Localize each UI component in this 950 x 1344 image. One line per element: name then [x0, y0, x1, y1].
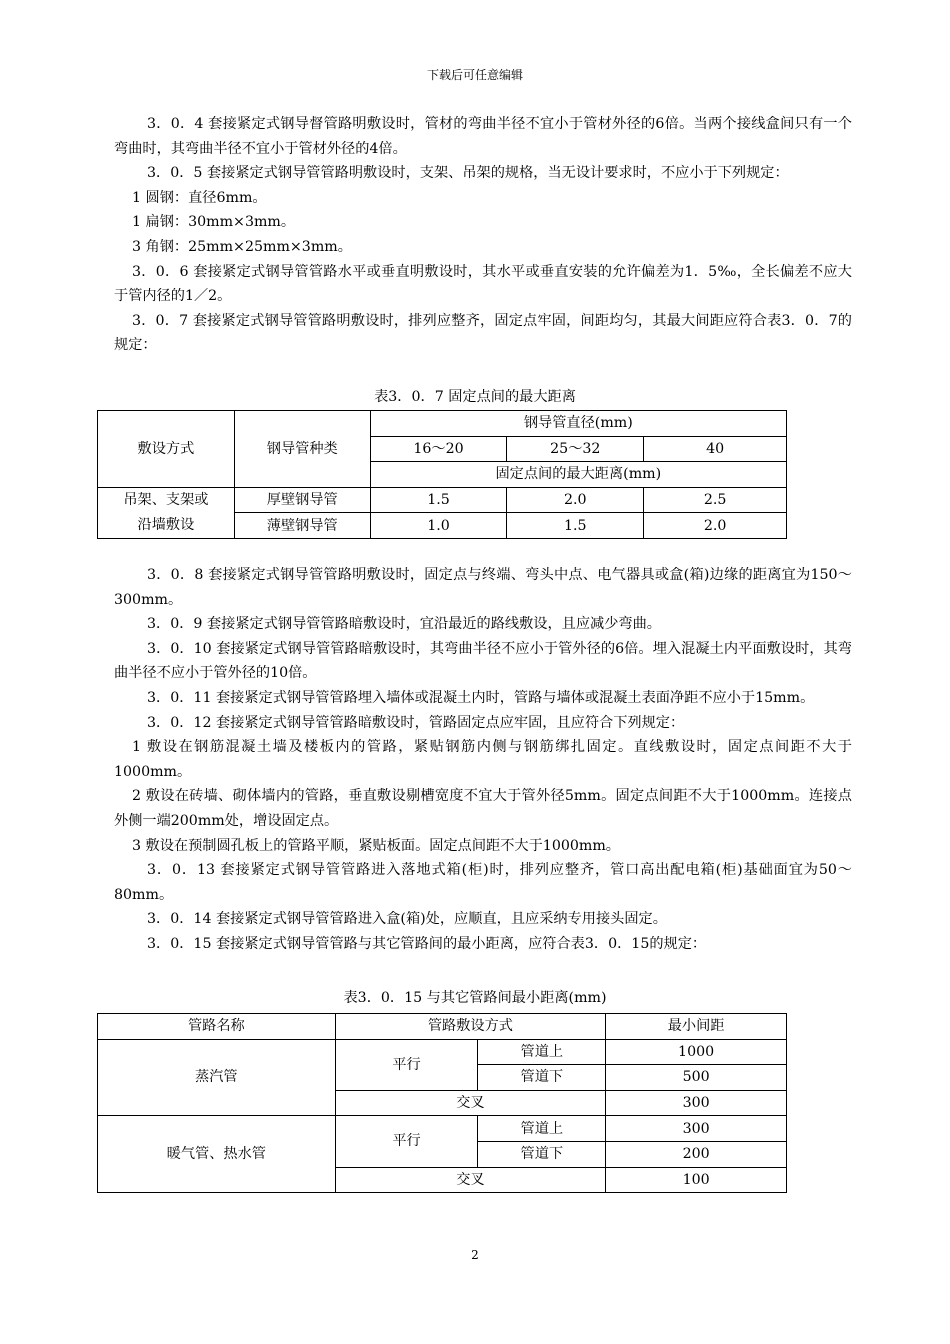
- table2-caption: 表3．0．15 与其它管路间最小距离(mm): [343, 990, 607, 1006]
- table-cell: 1.0: [370, 513, 507, 539]
- para-3-0-6: 3．0．6 套接紧定式钢导管管路水平或垂直明敷设时，其水平或垂直安装的允许偏差为1．5‰，全长偏差不应大于管内径的1／2。: [114, 263, 852, 305]
- table1-caption: 表3．0．7 固定点间的最大距离: [374, 389, 576, 405]
- table-cell: 300: [606, 1090, 787, 1116]
- table-header-cell: 固定点间的最大距离(mm): [370, 462, 786, 488]
- list-item: 1 扁钢：30mm×3mm。: [132, 214, 296, 231]
- list-item: 3 角钢：25mm×25mm×3mm。: [132, 238, 352, 255]
- page-header: 下载后可任意编辑: [426, 68, 523, 82]
- table-cell: 交叉: [335, 1167, 606, 1193]
- table-cell: 厚壁钢导管: [234, 487, 370, 513]
- table-header-cell: 钢导管直径(mm): [370, 411, 786, 437]
- table-cell: 平行: [335, 1039, 478, 1090]
- page-number: 2: [471, 1248, 479, 1262]
- table-header-cell: 最小间距: [606, 1014, 787, 1040]
- para-3-0-11: 3．0．11 套接紧定式钢导管管路埋入墙体或混凝土内时，管路与墙体或混凝土表面净距不应小于15mm。: [147, 689, 815, 706]
- para-3-0-13: 3．0．13 套接紧定式钢导管管路进入落地式箱(柜)时，排列应整齐，管口高出配电箱(柜)基础面宜为50～80mm。: [114, 862, 852, 903]
- para-3-0-10: 3．0．10 套接紧定式钢导管管路暗敷设时，其弯曲半径不应小于管外径的6倍。埋入混凝土内平面敷设时，其弯曲半径不应小于管外径的10倍。: [114, 640, 852, 682]
- table-header-cell: 25～32: [507, 436, 644, 462]
- table-cell: 蒸汽管: [98, 1039, 336, 1116]
- table-cell: 吊架、支架或沿墙敷设: [98, 487, 235, 538]
- list-item: 3 敷设在预制圆孔板上的管路平顺，紧贴板面。固定点间距不大于1000mm。: [132, 837, 620, 854]
- table-cell: 管道上: [478, 1116, 606, 1142]
- table-row: [98, 487, 787, 513]
- para-3-0-12: 3．0．12 套接紧定式钢导管管路暗敷设时，管路固定点应牢固，且应符合下列规定：: [147, 714, 685, 731]
- table-cell: 500: [606, 1065, 787, 1091]
- list-item: 2 敷设在砖墙、砌体墙内的管路，垂直敷设剔槽宽度不宜大于管外径5mm。固定点间距不大于1000mm。连接点外侧一端200mm处，增设固定点。: [114, 788, 852, 829]
- section-upper: [114, 112, 852, 358]
- para-3-0-15: 3．0．15 套接紧定式钢导管管路与其它管路间的最小距离，应符合表3．0．15的规定：: [147, 935, 707, 952]
- para-3-0-4: 3．0．4 套接紧定式钢导督管路明敷设时，管材的弯曲半径不宜小于管材外径的6倍。当两个接线盒间只有一个弯曲时，其弯曲半径不宜小于管材外径的4倍。: [114, 116, 852, 157]
- table-cell: 2.0: [507, 487, 644, 513]
- table-header-cell: 40: [644, 436, 787, 462]
- table-row: [98, 1116, 787, 1142]
- list-item: 1 圆钢：直径6mm。: [132, 189, 267, 206]
- table-row: [98, 1039, 787, 1065]
- table-cell: 管道下: [478, 1065, 606, 1091]
- para-3-0-8: 3．0．8 套接紧定式钢导管管路明敷设时，固定点与终端、弯头中点、电气器具或盒(箱)边缘的距离宜为150～300mm。: [114, 567, 852, 608]
- table-max-distance: [97, 410, 787, 539]
- table-cell: 管道下: [478, 1141, 606, 1167]
- table-cell: 300: [606, 1116, 787, 1142]
- table-header-cell: 管路敷设方式: [335, 1014, 606, 1040]
- table-header-cell: 敷设方式: [98, 411, 235, 488]
- section-lower: [114, 563, 852, 957]
- table-cell: 1.5: [370, 487, 507, 513]
- table-header-cell: 管路名称: [98, 1014, 336, 1040]
- para-3-0-9: 3．0．9 套接紧定式钢导管管路暗敷设时，宜沿最近的路线敷设，且应减少弯曲。: [147, 616, 661, 633]
- table-cell: 管道上: [478, 1039, 606, 1065]
- table-cell: 2.5: [644, 487, 787, 513]
- para-3-0-14: 3．0．14 套接紧定式钢导管管路进入盒(箱)处，应顺直，且应采纳专用接头固定。: [147, 911, 667, 928]
- table-cell: 200: [606, 1141, 787, 1167]
- para-3-0-5: 3．0．5 套接紧定式钢导管管路明敷设时，支架、吊架的规格，当无设计要求时，不应小于下列规定：: [147, 165, 789, 182]
- table-min-distance: [97, 1013, 787, 1193]
- table-header-cell: 钢导管种类: [234, 411, 370, 488]
- table-cell: 平行: [335, 1116, 478, 1167]
- table-header-cell: 16～20: [370, 436, 507, 462]
- table-cell: 交叉: [335, 1090, 606, 1116]
- table-cell: 薄壁钢导管: [234, 513, 370, 539]
- table-cell: 1.5: [507, 513, 644, 539]
- table-cell: 100: [606, 1167, 787, 1193]
- para-3-0-7: 3．0．7 套接紧定式钢导管管路明敷设时，排列应整齐，固定点牢固，间距均匀，其最大间距应符合表3．0．7的规定：: [114, 312, 852, 354]
- table-cell: 暖气管、热水管: [98, 1116, 336, 1193]
- table-cell: 2.0: [644, 513, 787, 539]
- list-item: 1 敷设在钢筋混凝土墙及楼板内的管路，紧贴钢筋内侧与钢筋绑扎固定。直线敷设时，固定点间距不大于1000mm。: [114, 739, 852, 780]
- table-cell: 1000: [606, 1039, 787, 1065]
